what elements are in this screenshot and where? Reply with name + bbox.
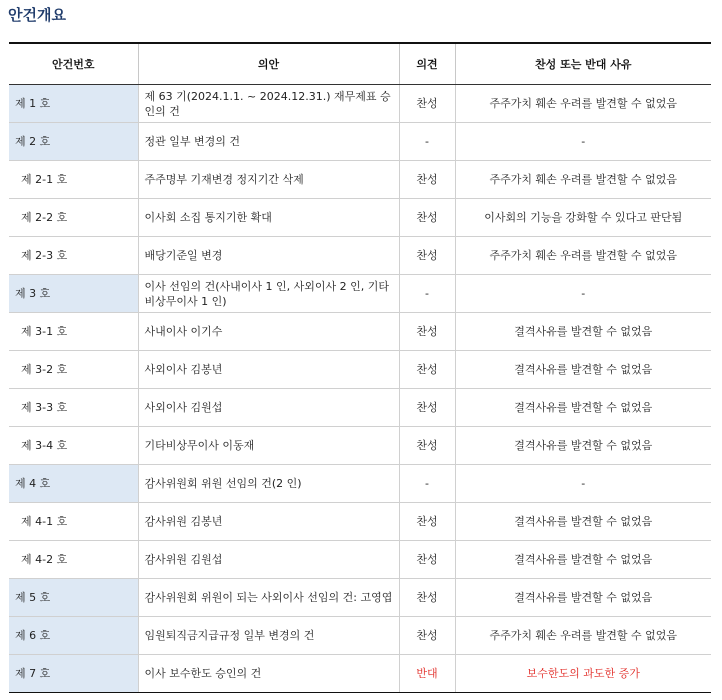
agenda-subject-cell: 임원퇴직금지급규정 일부 변경의 건 xyxy=(138,617,399,655)
table-header-row xyxy=(9,43,711,85)
agenda-subject-cell: 감사위원회 위원 선임의 건(2 인) xyxy=(138,465,399,503)
opinion-cell: - xyxy=(399,465,455,503)
opinion-cell: 찬성 xyxy=(399,389,455,427)
table-row xyxy=(9,161,711,199)
table-row xyxy=(9,123,711,161)
agenda-number-cell: 제 2 호 xyxy=(9,123,138,161)
reason-cell: 주주가치 훼손 우려를 발견할 수 없었음 xyxy=(455,237,711,275)
reason-cell: 결격사유를 발견할 수 없었음 xyxy=(455,351,711,389)
agenda-number-cell: 제 3 호 xyxy=(9,275,138,313)
table-row xyxy=(9,465,711,503)
table-row xyxy=(9,617,711,655)
opinion-cell: - xyxy=(399,123,455,161)
reason-cell: 주주가치 훼손 우려를 발견할 수 없었음 xyxy=(455,161,711,199)
table-row xyxy=(9,199,711,237)
reason-cell: - xyxy=(455,275,711,313)
opinion-cell: 찬성 xyxy=(399,161,455,199)
opinion-cell: 찬성 xyxy=(399,579,455,617)
opinion-cell: 찬성 xyxy=(399,237,455,275)
agenda-subject-cell: 이사 선임의 건(사내이사 1 인, 사외이사 2 인, 기타비상무이사 1 인) xyxy=(138,275,399,313)
agenda-subject-cell: 기타비상무이사 이동재 xyxy=(138,427,399,465)
header-opinion: 의견 xyxy=(399,43,455,85)
agenda-table-body xyxy=(9,85,711,693)
header-reason: 찬성 또는 반대 사유 xyxy=(455,43,711,85)
agenda-subject-cell: 감사위원 김봉년 xyxy=(138,503,399,541)
opinion-cell: 찬성 xyxy=(399,85,455,123)
page-title: 안건개요 xyxy=(8,6,66,24)
agenda-subject-cell: 감사위원 김원섭 xyxy=(138,541,399,579)
agenda-subject-cell: 사내이사 이기수 xyxy=(138,313,399,351)
agenda-number-cell: 제 1 호 xyxy=(9,85,138,123)
opinion-cell: 찬성 xyxy=(399,199,455,237)
agenda-subject-cell: 주주명부 기재변경 정지기간 삭제 xyxy=(138,161,399,199)
opinion-cell: 찬성 xyxy=(399,427,455,465)
table-row xyxy=(9,389,711,427)
reason-cell: 보수한도의 과도한 증가 xyxy=(455,655,711,693)
agenda-number-cell: 제 2-1 호 xyxy=(9,161,138,199)
table-row xyxy=(9,313,711,351)
agenda-subject-cell: 정관 일부 변경의 건 xyxy=(138,123,399,161)
opinion-cell: 찬성 xyxy=(399,351,455,389)
reason-cell: 결격사유를 발견할 수 없었음 xyxy=(455,541,711,579)
table-row xyxy=(9,579,711,617)
agenda-number-cell: 제 3-3 호 xyxy=(9,389,138,427)
agenda-number-cell: 제 3-2 호 xyxy=(9,351,138,389)
opinion-cell: 반대 xyxy=(399,655,455,693)
agenda-subject-cell: 제 63 기(2024.1.1. ~ 2024.12.31.) 재무제표 승인의 건 xyxy=(138,85,399,123)
agenda-number-cell: 제 3-4 호 xyxy=(9,427,138,465)
agenda-subject-cell: 이사 보수한도 승인의 건 xyxy=(138,655,399,693)
opinion-cell: 찬성 xyxy=(399,617,455,655)
agenda-number-cell: 제 6 호 xyxy=(9,617,138,655)
agenda-subject-cell: 사외이사 김봉년 xyxy=(138,351,399,389)
table-row xyxy=(9,237,711,275)
reason-cell: 결격사유를 발견할 수 없었음 xyxy=(455,313,711,351)
opinion-cell: 찬성 xyxy=(399,313,455,351)
reason-cell: 결격사유를 발견할 수 없었음 xyxy=(455,427,711,465)
agenda-number-cell: 제 4 호 xyxy=(9,465,138,503)
table-row xyxy=(9,655,711,693)
opinion-cell: 찬성 xyxy=(399,541,455,579)
agenda-number-cell: 제 3-1 호 xyxy=(9,313,138,351)
agenda-number-cell: 제 7 호 xyxy=(9,655,138,693)
reason-cell: 이사회의 기능을 강화할 수 있다고 판단됨 xyxy=(455,199,711,237)
agenda-table xyxy=(9,42,711,693)
agenda-number-cell: 제 5 호 xyxy=(9,579,138,617)
reason-cell: 주주가치 훼손 우려를 발견할 수 없었음 xyxy=(455,85,711,123)
table-row xyxy=(9,427,711,465)
agenda-number-cell: 제 4-1 호 xyxy=(9,503,138,541)
table-row xyxy=(9,541,711,579)
reason-cell: 결격사유를 발견할 수 없었음 xyxy=(455,389,711,427)
agenda-number-cell: 제 2-3 호 xyxy=(9,237,138,275)
header-subject: 의안 xyxy=(138,43,399,85)
table-row xyxy=(9,351,711,389)
table-row xyxy=(9,503,711,541)
reason-cell: - xyxy=(455,465,711,503)
reason-cell: 결격사유를 발견할 수 없었음 xyxy=(455,579,711,617)
agenda-subject-cell: 사외이사 김원섭 xyxy=(138,389,399,427)
table-row xyxy=(9,85,711,123)
reason-cell: - xyxy=(455,123,711,161)
agenda-number-cell: 제 2-2 호 xyxy=(9,199,138,237)
agenda-subject-cell: 감사위원회 위원이 되는 사외이사 선임의 건: 고영엽 xyxy=(138,579,399,617)
reason-cell: 주주가치 훼손 우려를 발견할 수 없었음 xyxy=(455,617,711,655)
reason-cell: 결격사유를 발견할 수 없었음 xyxy=(455,503,711,541)
agenda-subject-cell: 이사회 소집 통지기한 확대 xyxy=(138,199,399,237)
opinion-cell: 찬성 xyxy=(399,503,455,541)
agenda-number-cell: 제 4-2 호 xyxy=(9,541,138,579)
opinion-cell: - xyxy=(399,275,455,313)
header-agenda-number: 안건번호 xyxy=(9,43,138,85)
agenda-subject-cell: 배당기준일 변경 xyxy=(138,237,399,275)
table-row xyxy=(9,275,711,313)
